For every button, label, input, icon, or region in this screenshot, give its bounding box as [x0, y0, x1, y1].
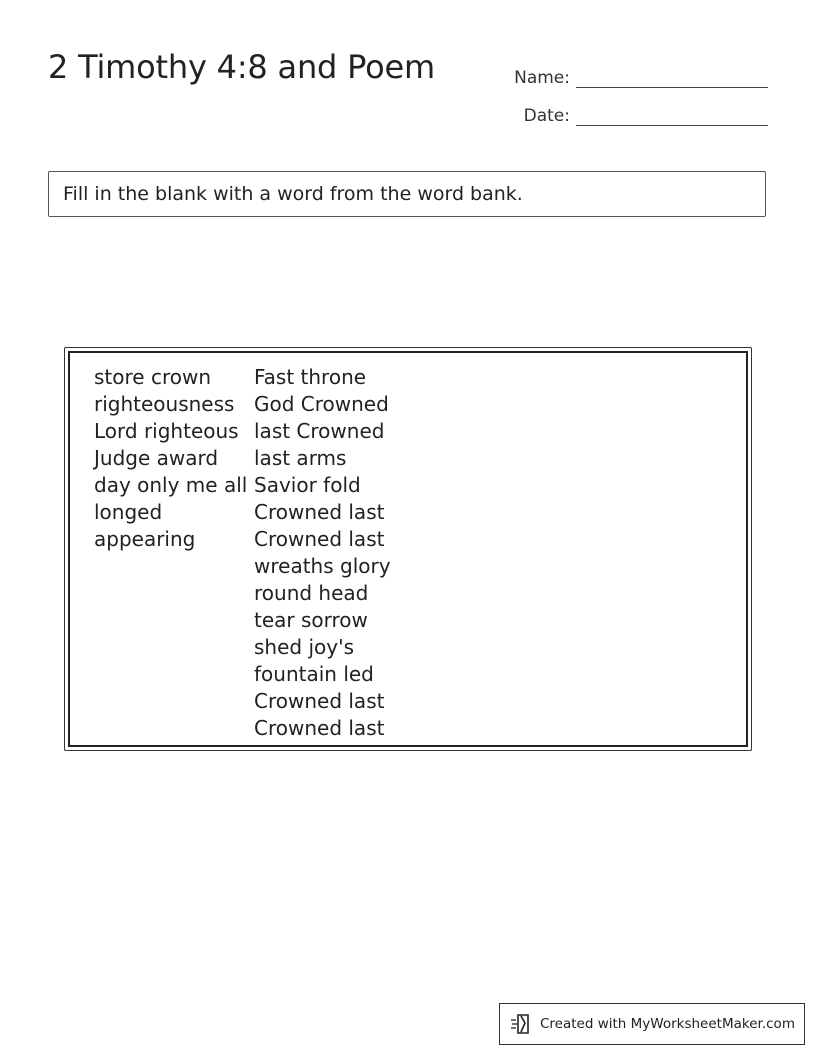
footer-credit[interactable]: [499, 1003, 805, 1045]
name-row: [490, 52, 768, 90]
word-bank-item: store crown: [94, 365, 211, 389]
word-bank-item: day only me all: [94, 473, 248, 497]
instructions-box: Fill in the blank with a word from the word bank.: [48, 171, 766, 217]
word-bank-item: Fast throne: [254, 365, 367, 389]
word-bank-item: last arms: [254, 446, 347, 470]
word-bank-item: appearing: [94, 527, 196, 551]
word-bank-item: Lord righteous: [94, 419, 239, 443]
word-bank-item: longed: [94, 500, 163, 524]
student-info: [490, 52, 768, 128]
date-label: Date:: [523, 106, 570, 126]
word-bank-item: Savior fold: [254, 473, 361, 497]
word-bank-item: righteousness: [94, 392, 235, 416]
name-label: Name:: [514, 68, 570, 88]
word-bank-item: wreaths glory: [254, 554, 391, 578]
word-bank-item: Judge award: [94, 446, 219, 470]
word-bank-item: Crowned last: [254, 527, 385, 551]
word-bank-item: Crowned last: [254, 689, 385, 713]
word-bank-item: Crowned last: [254, 716, 385, 740]
word-bank-inner-frame: [68, 351, 748, 747]
date-field-line[interactable]: [576, 101, 768, 126]
word-bank-item: shed joy's: [254, 635, 354, 659]
footer-credit-text: Created with MyWorksheetMaker.com: [540, 1016, 795, 1032]
word-bank-item: round head: [254, 581, 369, 605]
word-bank-item: fountain led: [254, 662, 374, 686]
date-row: [490, 90, 768, 128]
word-bank-item: God Crowned: [254, 392, 389, 416]
word-bank-item: Crowned last: [254, 500, 385, 524]
word-bank: [64, 347, 752, 751]
worksheet-title: 2 Timothy 4:8 and Poem: [48, 48, 435, 86]
worksheet-maker-logo-icon: [510, 1013, 534, 1035]
word-bank-item: last Crowned: [254, 419, 385, 443]
word-bank-item: tear sorrow: [254, 608, 368, 632]
word-bank-column-1: [94, 364, 247, 553]
name-field-line[interactable]: [576, 63, 768, 88]
word-bank-column-2: [254, 364, 391, 742]
